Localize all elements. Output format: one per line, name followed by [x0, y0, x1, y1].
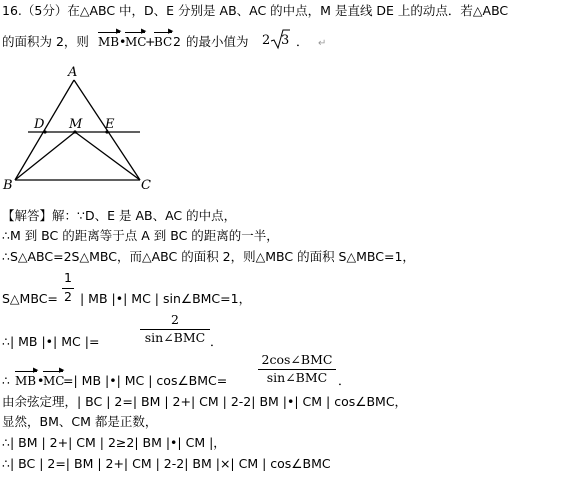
fraction-half-num: 1 — [64, 270, 72, 285]
problem-text-area: 的面积为 2，则 — [2, 34, 89, 49]
solution-step-5-post: ． — [338, 373, 351, 388]
solution-intro: 解：∵D、E 是 AB、AC 的中点， — [52, 208, 237, 223]
vector-mb-2: MB — [15, 374, 37, 388]
vector-arrow-mc: ▶ — [141, 27, 147, 35]
fraction-half-den: 2 — [64, 289, 72, 304]
solution-step-4-post: ． — [210, 334, 223, 349]
solution-step-7: 显然，BM、CM 都是正数， — [2, 414, 158, 429]
answer-radicand: 3 — [281, 33, 290, 48]
solution-step-3-post: | MB |•| MC | sin∠BMC=1， — [80, 291, 252, 306]
solution-step-8: ∴| BM | 2+| CM | 2≥2| BM |•| CM |， — [2, 435, 226, 450]
vector-arrow-mb: ▶ — [116, 27, 122, 35]
vector-bc: BC — [154, 35, 173, 49]
vector-mc: MC — [125, 35, 147, 49]
solution-step-9: ∴| BC | 2=| BM | 2+| CM | 2-2| BM |×| CM | cos∠BMC — [2, 456, 331, 471]
therefore-symbol: ∴ — [2, 373, 10, 388]
vector-arrow-bc: ▶ — [168, 27, 174, 35]
triangle-figure — [0, 62, 170, 197]
problem-line-2 — [0, 28, 569, 52]
solution-header: 【解答】 — [2, 208, 53, 223]
dot-operator-2: • — [37, 373, 45, 388]
fraction-4-den: sin∠BMC — [144, 330, 206, 345]
return-mark-icon: ↵ — [318, 38, 327, 49]
solution-step-1: ∴M 到 BC 的距离等于点 A 到 BC 的距离的一半， — [2, 228, 279, 243]
label-e: E — [105, 117, 115, 132]
problem-text-min: 的最小值为 — [186, 34, 249, 49]
label-d: D — [34, 117, 45, 132]
vector-arrow-mc-2: ▶ — [59, 366, 65, 374]
label-a: A — [68, 65, 78, 80]
dot-operator: • — [119, 34, 127, 49]
problem-end: ． — [296, 34, 309, 49]
solution-step-5-mid: =| MB |•| MC | cos∠BMC= — [63, 373, 228, 388]
solution-step-6: 由余弦定理，| BC | 2=| BM | 2+| CM | 2-2| BM |•| CM | cos∠BMC， — [2, 394, 408, 409]
problem-line-1: 16.（5分）在△ABC 中，D、E 分别是 AB、AC 的中点，M 是直线 DE 上的动点．若△ABC — [2, 3, 509, 18]
answer-coefficient: 2 — [262, 33, 271, 48]
solution-step-3-pre: S△MBC= — [2, 291, 58, 306]
solution-step-4-pre: ∴| MB |•| MC |= — [2, 334, 100, 349]
vector-mc-2: MC — [43, 374, 65, 388]
plus-operator: + — [145, 34, 156, 49]
segment-mb — [15, 132, 75, 180]
label-m: M — [69, 117, 83, 132]
square-exponent: 2 — [173, 34, 181, 49]
fraction-5-den: sin∠BMC — [266, 370, 328, 385]
side-ab — [15, 80, 74, 180]
solution-header-line — [2, 208, 236, 224]
segment-mc — [75, 132, 140, 180]
fraction-5-num: 2cos∠BMC — [261, 352, 333, 367]
solution-step-2: ∴S△ABC=2S△MBC，而△ABC 的面积 2，则△MBC 的面积 S△MBC=1， — [2, 249, 415, 264]
label-c: C — [141, 178, 151, 193]
label-b: B — [3, 178, 13, 193]
fraction-4-num: 2 — [171, 312, 179, 327]
vector-arrow-mb-2: ▶ — [33, 366, 39, 374]
vector-mb: MB — [98, 35, 120, 49]
